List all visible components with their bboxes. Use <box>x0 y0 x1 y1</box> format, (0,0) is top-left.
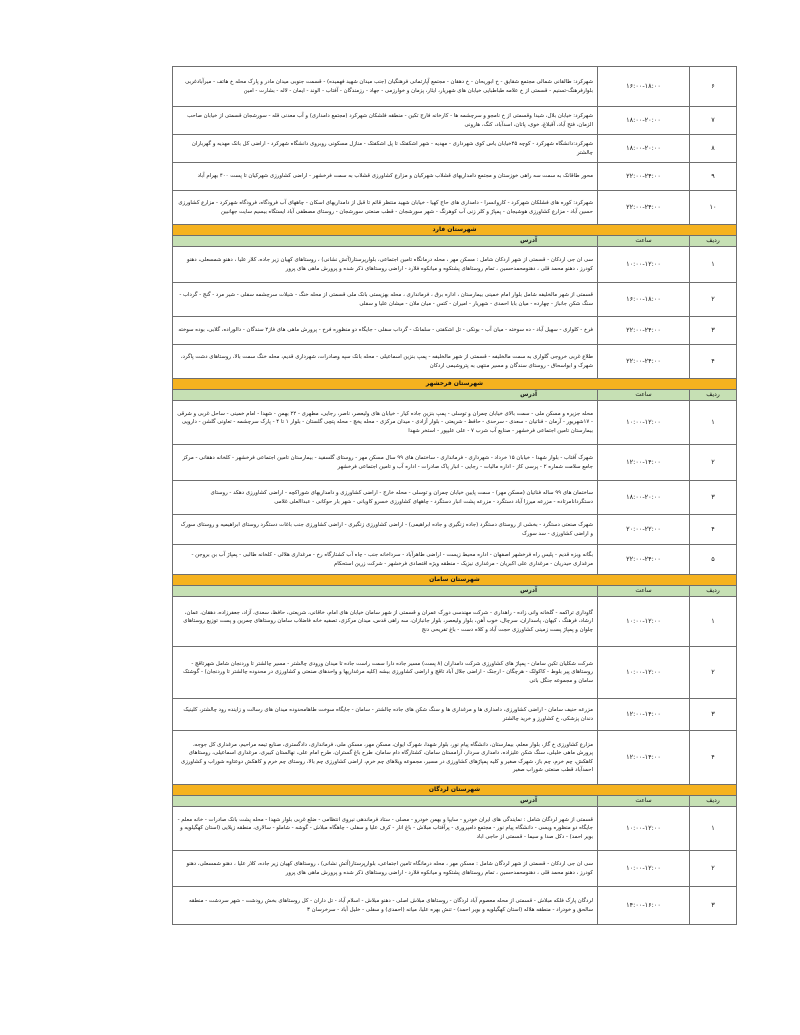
row-index: ۶ <box>690 67 737 107</box>
row-address: شرکت شکلیان تکین سامان - پمپاژ های کشاورزی شرکت دامداران (۸ پست) مسیر جاده دارا سمت راست جاده تا میدان ورودی چالشتر - مسیر چالشتر تا وردنجان شامل شهرتاقچ - روستاهای پیر بلوط - کاکولک - هرچگان - ارجنک - اراضی جلال آباد تاقچ و اراضی کشاورزی بیشه (کلیه مرغداریها و واحدهای صنعتی و کشاورزی در محدوده چالشتر تا وردنجان) - گوشتک سامان و مجموعه جنگل بانی <box>173 647 598 699</box>
row-time: ۱۰:۰۰-۱۲:۰۰ <box>598 401 690 445</box>
row-address: شهرکرد: طالقانی شمالی مجتمع شقایق - خ ابوریحان - خ دهقان - مجتمع آپارتمانی فرهنگیان (جنب میدان شهید فهمیده) - قسمت جنوبی میدان مادر و پارک محله خ هاتف - میرآبادغربی بلوارفرهنگ-تسنیم - قسمتی از خ علامه طباطبایی خیابان های شهریار، ایثار، پزمان و خوارزمی - جهاد - رزمندگان - آفتاب - الوند - ایمان - لاله - بشارت - امین <box>173 67 598 107</box>
table-row <box>173 283 737 317</box>
row-time: ۱۸:۰۰-۲۰:۰۰ <box>598 107 690 135</box>
row-time: ۱۸:۰۰-۲۰:۰۰ <box>598 481 690 515</box>
row-index: ۵ <box>690 545 737 575</box>
row-address: محله جزیره و مسکن ملی - سمت بالای خیابان چمران و توسلی - پمپ بنزین جاده کیار - خیابان های ولیعصر، ناصر، رجایی، مطهری - ۲۲ بهمن - شهدا - امام خمینی - ساحل غربی و شرقی - ۱۷شهریور - آرمان - فناتیان - سعدی - سرحدی - حافظ - شریعتی - بلوار آزادی - میدان مرکزی - محله یخچ - محله پتچی گلستان - بلوار ۱ تا ۴ - پارک سرچشمه - تعاونی گلشن - دارویی بیمارستان تامین اجتماعی فرخشهر - صنایع آب شرب ۷ - علی علیپور - استخر شهدا <box>173 401 598 445</box>
row-index: ۳ <box>690 699 737 731</box>
row-time: ۲۰:۰۰-۲۲:۰۰ <box>598 515 690 545</box>
row-address: قسمتی از شهر مالخلیفه شامل بلوار امام خمینی بیمارستان ، اداره برق ، فرمانداری ، محله بهزیستی بانک ملی قسمتی از محله خنگ - شیلات سرچشمه سفلی - شیر مرد - گنج - گرداب - سنگ شکن جانباز - چهارده - میان بابا احمدی - شهریار - امیران - کتس - میان ملان - میشان علیا و سفلی <box>173 283 598 317</box>
row-time: ۱۲:۰۰-۱۴:۰۰ <box>598 699 690 731</box>
table-row <box>173 515 737 545</box>
address-header: آدرس <box>173 796 598 807</box>
address-header: آدرس <box>173 586 598 597</box>
row-time: ۲۲:۰۰-۲۴:۰۰ <box>598 191 690 225</box>
row-time: ۱۶:۰۰-۱۸:۰۰ <box>598 283 690 317</box>
row-index: ۳ <box>690 887 737 925</box>
row-time: ۱۰:۰۰-۱۲:۰۰ <box>598 597 690 647</box>
row-address: شهرک آفتاب - بلوار شهدا - خیابان ۱۵ خرداد - شهرداری - فرمانداری - ساختمان های ۹۹ سال مسکن مهر - روستای گلسفید - بیمارستان تامین اجتماعی فرخشهر - کلخانه دهقانی - مرکز جامع سلامت شماره ۲ - پرسی کاز - اداره مالیات - رجایی - انبار پاک صادرات - اداره آب و تامین اجتماعی فرخشهر <box>173 445 598 481</box>
section-title: شهرستان سامان <box>173 575 737 586</box>
table-row <box>173 887 737 925</box>
table-row <box>173 345 737 379</box>
row-time: ۱۰:۰۰-۱۲:۰۰ <box>598 247 690 283</box>
table-body <box>173 67 737 925</box>
row-index: ۷ <box>690 107 737 135</box>
row-index: ۳ <box>690 317 737 345</box>
table-row <box>173 107 737 135</box>
column-header-row <box>173 236 737 247</box>
time-header: ساعت <box>598 796 690 807</box>
row-index: ۹ <box>690 163 737 191</box>
row-index: ۲ <box>690 445 737 481</box>
table-row <box>173 699 737 731</box>
table-row <box>173 731 737 785</box>
section-title: شهرستان لردگان <box>173 785 737 796</box>
column-header-row <box>173 586 737 597</box>
row-address: فرخ - کلواری - سهیل آباد - ده سوخته - میان آب - بونکی - تل اشکفتی - سلمانک - گرداب سفلی - جایگاه دو منظوره فرخ - پرورش ماهی های فاز۲ سندگان - دالوراده، گلابی، بوده سوخته <box>173 317 598 345</box>
table-row <box>173 545 737 575</box>
row-time: ۱۲:۰۰-۱۴:۰۰ <box>598 731 690 785</box>
row-index: ۱۰ <box>690 191 737 225</box>
row-address: گاوداری تراکمه - گلخانه وانی زاده - راهداری - شرکت مهندسی دورک عمران و قسمتی از شهر سامان خیابان های امام، خاقانی، شریعتی، حافظ، سعدی، آزاد، جعفرزاده، دهقان، عمان، ارشاد، فرهنگ ، کیهان، پاسداران، سرچال، خوب آهن، بلوار ولیعصر، بلوار جانبازان، سه راهی قدس، میدان مرکزی، تصفیه خانه فاضلاب سامان روستاهای چمرین و پست توزیع روستاهای چلوان و پمپاژ پست زمینی کشاورزی حجت آباد و کلاه دست - باغ تفریحی دنج <box>173 597 598 647</box>
row-index: ۴ <box>690 731 737 785</box>
section-title-row <box>173 379 737 390</box>
index-header: ردیف <box>690 796 737 807</box>
table-row <box>173 401 737 445</box>
address-header: آدرس <box>173 390 598 401</box>
time-header: ساعت <box>598 390 690 401</box>
time-header: ساعت <box>598 586 690 597</box>
row-address: شهرکرد: خیابان بلال، شیدا وقسمتی از خ نامجو و سرچشمه ها - کارخانه فارج تکین - منطقه فلشکان شهرکرد (مجتمع دامداری) و آب معدنی قله - سورشجان قسمتی از خیابان صاحب الزمان، فتح آباد، آقبلاغ، خوی، پاتان، اسدآباد، کنگ، هارونی <box>173 107 598 135</box>
table-row <box>173 163 737 191</box>
row-time: ۲۲:۰۰-۲۴:۰۰ <box>598 317 690 345</box>
row-address: سی ان جی اردکان - قسمتی از شهر اردکان شامل : مسکن مهر ، محله درمانگاه تامین اجتماعی، بلوارپرستار(آتش نشانی) ، روستاهای کهیان زیر جاده، کلار علیا ، دهنو شمسعلی، دهنو کودرز ، دهنو محمد قلی ، دهنومحمدحسین ، تمام روستاهای پشتکوه و میانکوه فلارد - اراضی روستاهای ذکر شده و پرورش ماهی های پرور <box>173 247 598 283</box>
row-index: ۲ <box>690 851 737 887</box>
schedule-sheet <box>172 66 737 925</box>
column-header-row <box>173 390 737 401</box>
row-index: ۱ <box>690 401 737 445</box>
row-address: شهرکرد:دانشگاه شهرکرد - کوچه ۴۵خیابان یاس کوی شهرداری - مهدیه - شهر اشکفتک تا پل اشکفتک - منازل مسکونی روبروی دانشگاه شهرکرد - اراضی کل بانک مهدیه و گهرباران چالشتر <box>173 135 598 163</box>
outage-schedule-table <box>172 66 737 925</box>
row-index: ۲ <box>690 647 737 699</box>
row-time: ۱۰:۰۰-۱۲:۰۰ <box>598 647 690 699</box>
index-header: ردیف <box>690 390 737 401</box>
row-address: طلاع غربی خروجی گلواری به سمت مالخلیفه - قسمتی از شهر مالخلیفه - پمپ بنزین اسماعیلی - محله بانک سپه وصادرات، شهرداری قدیم، محله خنگ سمت بالا، روستاهای دشت پاگرد، شهرک و ابواسحاق - روستای سندگان و مسیر منتهی به پتروشیمی اردکان <box>173 345 598 379</box>
column-header-row <box>173 796 737 807</box>
row-address: سی ان جی اردکان - قسمتی از شهر لردگان شامل : مسکن مهر ، محله درمانگاه تامین اجتماعی، بلوارپرستار(آتش نشانی) ، روستاهای کهیان زیر جاده، کلار علیا ، دهنو شمسعلی، دهنو کودرز ، دهنو محمد قلی ، دهنومحمدحسین ، تمام روستاهای پشتکوه و میانکوه فلارد - اراضی روستاهای ذکر شده و پرورش ماهی های پرور <box>173 851 598 887</box>
row-time: ۱۰:۰۰-۱۲:۰۰ <box>598 851 690 887</box>
row-index: ۳ <box>690 481 737 515</box>
table-row <box>173 191 737 225</box>
row-index: ۱ <box>690 247 737 283</box>
table-row <box>173 481 737 515</box>
row-time: ۱۸:۰۰-۲۰:۰۰ <box>598 135 690 163</box>
time-header: ساعت <box>598 236 690 247</box>
section-title: شهرستان فارد <box>173 225 737 236</box>
row-time: ۲۲:۰۰-۲۴:۰۰ <box>598 163 690 191</box>
section-title: شهرستان فرخشهر <box>173 379 737 390</box>
row-index: ۱ <box>690 807 737 851</box>
index-header: ردیف <box>690 586 737 597</box>
row-time: ۱۴:۰۰-۱۶:۰۰ <box>598 887 690 925</box>
table-row <box>173 317 737 345</box>
row-address: بگانه وبزه قدیم - پلیس راه فرخشهر اصفهان - اداره محیط زیست - اراضی طاهرآباد - سرداخانه جنب - چاه آب کشتارگاه رخ - مرغداری هلالی - کلخانه طالبی - پمپاژ آب بن بروجن - مرغداری حیدریان - مرغداری علی اکبریان - مرغداری نیزیک - منطقه ویژه اقتصادی فرخشهر - شرکت زرین استحکام <box>173 545 598 575</box>
row-time: ۲۲:۰۰-۲۴:۰۰ <box>598 545 690 575</box>
row-address: مزارع کشاورزی خ گاز، بلوار معلم، بیمارستان، دانشگاه پیام نور، بلوار شهدا، شهرک ایوان، مسکن مهر، مسکن ملی، فرمانداری، دادگستری، صنایع تیمه مراحیم، مرغداری کل جوجه، پرورش ماهی خلیلی، سنگ شکن علیزاده، دامداری سردار، آرامستان سامان، کشتارگاه دام سامان، طرح باغ گستران، طرح امام علی، نهالستان کبیری، مرغداری اسماعیلی، روستاهای کاهکش، چم خرم، چم باز، شهرک صغیر و کلیه پمپاژهای کشاورزی در مسیر، مجموعه ویلاهای چم خرم، اراضی کشاورزی چم بالا، روستای چم خرم و کاهکش دوعتاوه شوراب و کشاورزی احمدآباد قطب صنعتی شوراب صغیر <box>173 731 598 785</box>
section-title-row <box>173 785 737 796</box>
section-title-row <box>173 575 737 586</box>
row-time: ۱۶:۰۰-۱۸:۰۰ <box>598 67 690 107</box>
table-row <box>173 597 737 647</box>
row-time: ۱۲:۰۰-۱۴:۰۰ <box>598 445 690 481</box>
table-row <box>173 851 737 887</box>
row-address: محور طاقانک به سمت سه راهی خوزستان و مجتمع دامداریهای قشلاب شهرکیان و مزارع کشاورزی قشلاب به سمت فرخشهر - اراضی کشاورزی شهرکیان تا پست ۴۰۰ بهرام آباد <box>173 163 598 191</box>
row-time: ۲۲:۰۰-۲۴:۰۰ <box>598 345 690 379</box>
row-address: قسمتی از شهر لردگان شامل : نمایندگی های ایران خودرو - سایپا و بهمن خودرو - مصلی - ستاد فرماندهی نیروی انتظامی - ضلع غربی بلوار شهدا - محله پشت بانک صادرات - خانه معلم - جایگاه دو منظوره ویسی - دانشگاه پیام نور - مجتمع دامپروری - پرآفتاب مبلاش - باغ انار - کرف علیا و سفلی - چاهگاه مبلاش - گوشه - شاملو - سالاری، منطقه زیلایی (استان کهگیلویه و بویر احمد) - دکل صدا و سیما - قسمتی از حاجی اباد <box>173 807 598 851</box>
row-time: ۱۰:۰۰-۱۲:۰۰ <box>598 807 690 851</box>
row-address: شهرک صنعتی دستگرد - بخشی از روستای دستگرد (جاده زنگیری و جاده ابراهیمی) - اراضی کشاورزی زنگیری - اراضی کشاورزی جنب باغات دستگرد روستای ابراهیمیه و روستای سورک و اراضی کشاورزی - سد سورک <box>173 515 598 545</box>
row-index: ۴ <box>690 345 737 379</box>
row-index: ۸ <box>690 135 737 163</box>
table-row <box>173 247 737 283</box>
table-row <box>173 647 737 699</box>
table-row <box>173 445 737 481</box>
table-row <box>173 135 737 163</box>
row-address: شهرکرد: کوره های فشلکان شهرکرد - کاروانسرا - دامداری های حاج کهیا - خیابان شهید منتظر قائم تا قبل از دامداریهای اسکان - چاههای آب فرودگاه، فرودگاه شهرکرد - مزارع کشاورزی حسین آباد - مزارع کشاورزی هوشیجان - پمپاژ و کلر زنی آب کوهرنگ - شهر سورشجان - قطب صنعتی سورشجان - روستای مصطفی آباد ایستگاه بیسیم سایت جهانبین <box>173 191 598 225</box>
row-address: ساختمان های ۹۹ ساله فناتیان (مسکن مهر) - سمت پایین خیابان چمران و توسلی - محله خارج - اراضی کشاورزی و دامداریهای شوراکچه - اراضی کشاورزی دهکد - روستای دستگردانامرتاده - مزرعه میرزا آباد دستگرد - مزرعه پشت انبار دستگرد - چاههای کشاورزی خسرو کاویانی - شهر بار حوکانی - عبداالعلی غلامی <box>173 481 598 515</box>
address-header: آدرس <box>173 236 598 247</box>
row-index: ۱ <box>690 597 737 647</box>
row-index: ۲ <box>690 283 737 317</box>
row-address: لردگان پارک فلکه مبلاش - قسمتی از محله معصوم آباد لردگان - روستاهای مبلاش اصلی - دهنو مبلاش - اسلام آباد - تل داران - کل روستاهای بخش رودشت - شهر سردشت - منطقه سالحق و خودراد - منطقه هلاله (استان کهگیلویه و بویر احمد) - تنش بهره علیا، میانه (احمدی) و سفلی - خلیل آباد - سرخرسان ۳ <box>173 887 598 925</box>
index-header: ردیف <box>690 236 737 247</box>
row-address: مزرعه حنیف سامان - اراضی کشاورزی، دامداری ها و مرغداری ها و سنگ شکن های جاده چالشتر - سامان - جایگاه سوخت طاهامحدوده میدان های رسالت و زاینده رود چالشتر، کلینیک دندان پزشکی، خ کشاورز و خرید چالشتر <box>173 699 598 731</box>
section-title-row <box>173 225 737 236</box>
table-row <box>173 67 737 107</box>
row-index: ۴ <box>690 515 737 545</box>
table-row <box>173 807 737 851</box>
